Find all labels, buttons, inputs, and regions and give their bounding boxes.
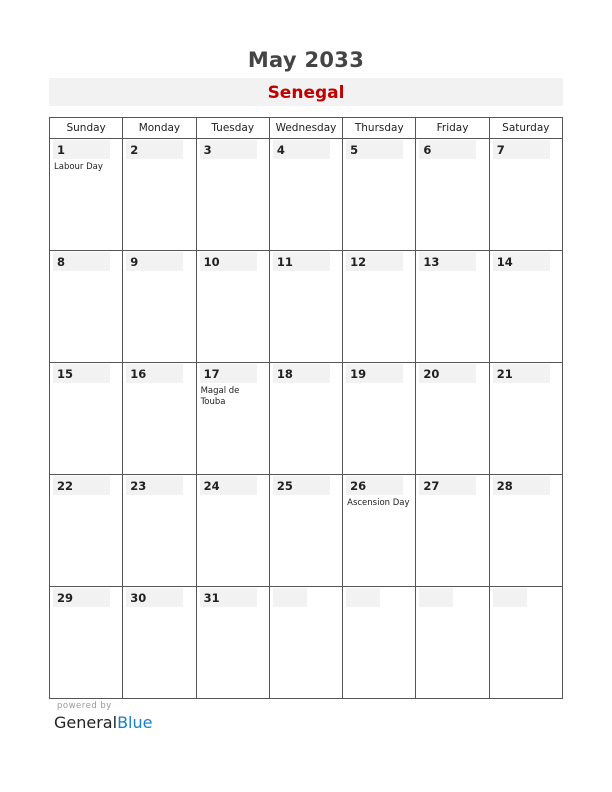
week-row xyxy=(50,139,563,251)
day-cell xyxy=(416,139,489,251)
weekday-tuesday: Tuesday xyxy=(196,118,269,139)
day-number xyxy=(273,588,307,607)
day-number: 2 xyxy=(126,140,183,159)
weekday-thursday: Thursday xyxy=(343,118,416,139)
day-cell xyxy=(50,363,123,475)
day-cell xyxy=(343,251,416,363)
day-number: 6 xyxy=(419,140,476,159)
weekday-monday: Monday xyxy=(123,118,196,139)
day-number: 27 xyxy=(419,476,476,495)
day-number: 16 xyxy=(126,364,183,383)
day-cell xyxy=(123,587,196,699)
brand-general: General xyxy=(54,713,118,732)
day-number: 3 xyxy=(200,140,257,159)
day-number: 4 xyxy=(273,140,330,159)
calendar-grid xyxy=(49,117,563,699)
powered-by-text: powered by xyxy=(57,701,112,711)
day-cell xyxy=(123,363,196,475)
week-row xyxy=(50,251,563,363)
day-number: 28 xyxy=(493,476,550,495)
country-name: Senegal xyxy=(267,83,345,103)
week-row xyxy=(50,475,563,587)
country-banner xyxy=(49,78,563,106)
day-cell xyxy=(489,251,562,363)
day-number: 24 xyxy=(200,476,257,495)
day-number: 20 xyxy=(419,364,476,383)
day-number xyxy=(419,588,453,607)
day-number: 12 xyxy=(346,252,403,271)
day-cell xyxy=(196,587,269,699)
day-number: 30 xyxy=(126,588,183,607)
day-number: 1 xyxy=(53,140,110,159)
holiday-label: Magal de Touba xyxy=(200,386,240,407)
day-number xyxy=(493,588,527,607)
day-number: 10 xyxy=(200,252,257,271)
day-number: 14 xyxy=(493,252,550,271)
day-number: 19 xyxy=(346,364,403,383)
generalblue-logo[interactable] xyxy=(54,713,152,732)
day-number: 22 xyxy=(53,476,110,495)
day-cell xyxy=(489,363,562,475)
day-cell xyxy=(489,475,562,587)
day-number: 25 xyxy=(273,476,330,495)
day-cell xyxy=(489,139,562,251)
day-number: 5 xyxy=(346,140,403,159)
day-cell xyxy=(196,139,269,251)
day-cell xyxy=(416,587,489,699)
day-cell xyxy=(416,251,489,363)
week-row xyxy=(50,587,563,699)
day-cell xyxy=(489,587,562,699)
day-cell xyxy=(50,139,123,251)
day-number: 11 xyxy=(273,252,330,271)
weekday-sunday: Sunday xyxy=(50,118,123,139)
day-number: 29 xyxy=(53,588,110,607)
day-cell xyxy=(196,251,269,363)
day-number: 9 xyxy=(126,252,183,271)
day-cell xyxy=(269,587,342,699)
day-cell xyxy=(269,139,342,251)
day-number: 31 xyxy=(200,588,257,607)
day-cell xyxy=(50,587,123,699)
day-number: 15 xyxy=(53,364,110,383)
day-cell xyxy=(343,363,416,475)
day-cell xyxy=(269,475,342,587)
day-cell xyxy=(123,251,196,363)
day-cell xyxy=(123,475,196,587)
day-number: 7 xyxy=(493,140,550,159)
day-cell xyxy=(416,363,489,475)
day-cell xyxy=(416,475,489,587)
day-cell xyxy=(343,587,416,699)
day-cell xyxy=(196,475,269,587)
day-cell xyxy=(269,363,342,475)
weekday-friday: Friday xyxy=(416,118,489,139)
day-number: 17 xyxy=(200,364,257,383)
week-row xyxy=(50,363,563,475)
day-number: 23 xyxy=(126,476,183,495)
brand-blue: Blue xyxy=(117,713,153,732)
holiday-label: Labour Day xyxy=(54,162,103,172)
calendar-title: May 2033 xyxy=(247,48,365,72)
day-cell xyxy=(50,251,123,363)
day-number: 8 xyxy=(53,252,110,271)
day-cell xyxy=(50,475,123,587)
day-cell xyxy=(269,251,342,363)
day-cell xyxy=(343,475,416,587)
day-number: 13 xyxy=(419,252,476,271)
weekday-saturday: Saturday xyxy=(489,118,562,139)
day-number: 26 xyxy=(346,476,403,495)
day-cell xyxy=(196,363,269,475)
day-number: 18 xyxy=(273,364,330,383)
day-cell xyxy=(123,139,196,251)
day-number: 21 xyxy=(493,364,550,383)
day-number xyxy=(346,588,380,607)
weekday-wednesday: Wednesday xyxy=(269,118,342,139)
day-cell xyxy=(343,139,416,251)
weekday-header-row xyxy=(50,118,563,139)
holiday-label: Ascension Day xyxy=(347,498,410,508)
